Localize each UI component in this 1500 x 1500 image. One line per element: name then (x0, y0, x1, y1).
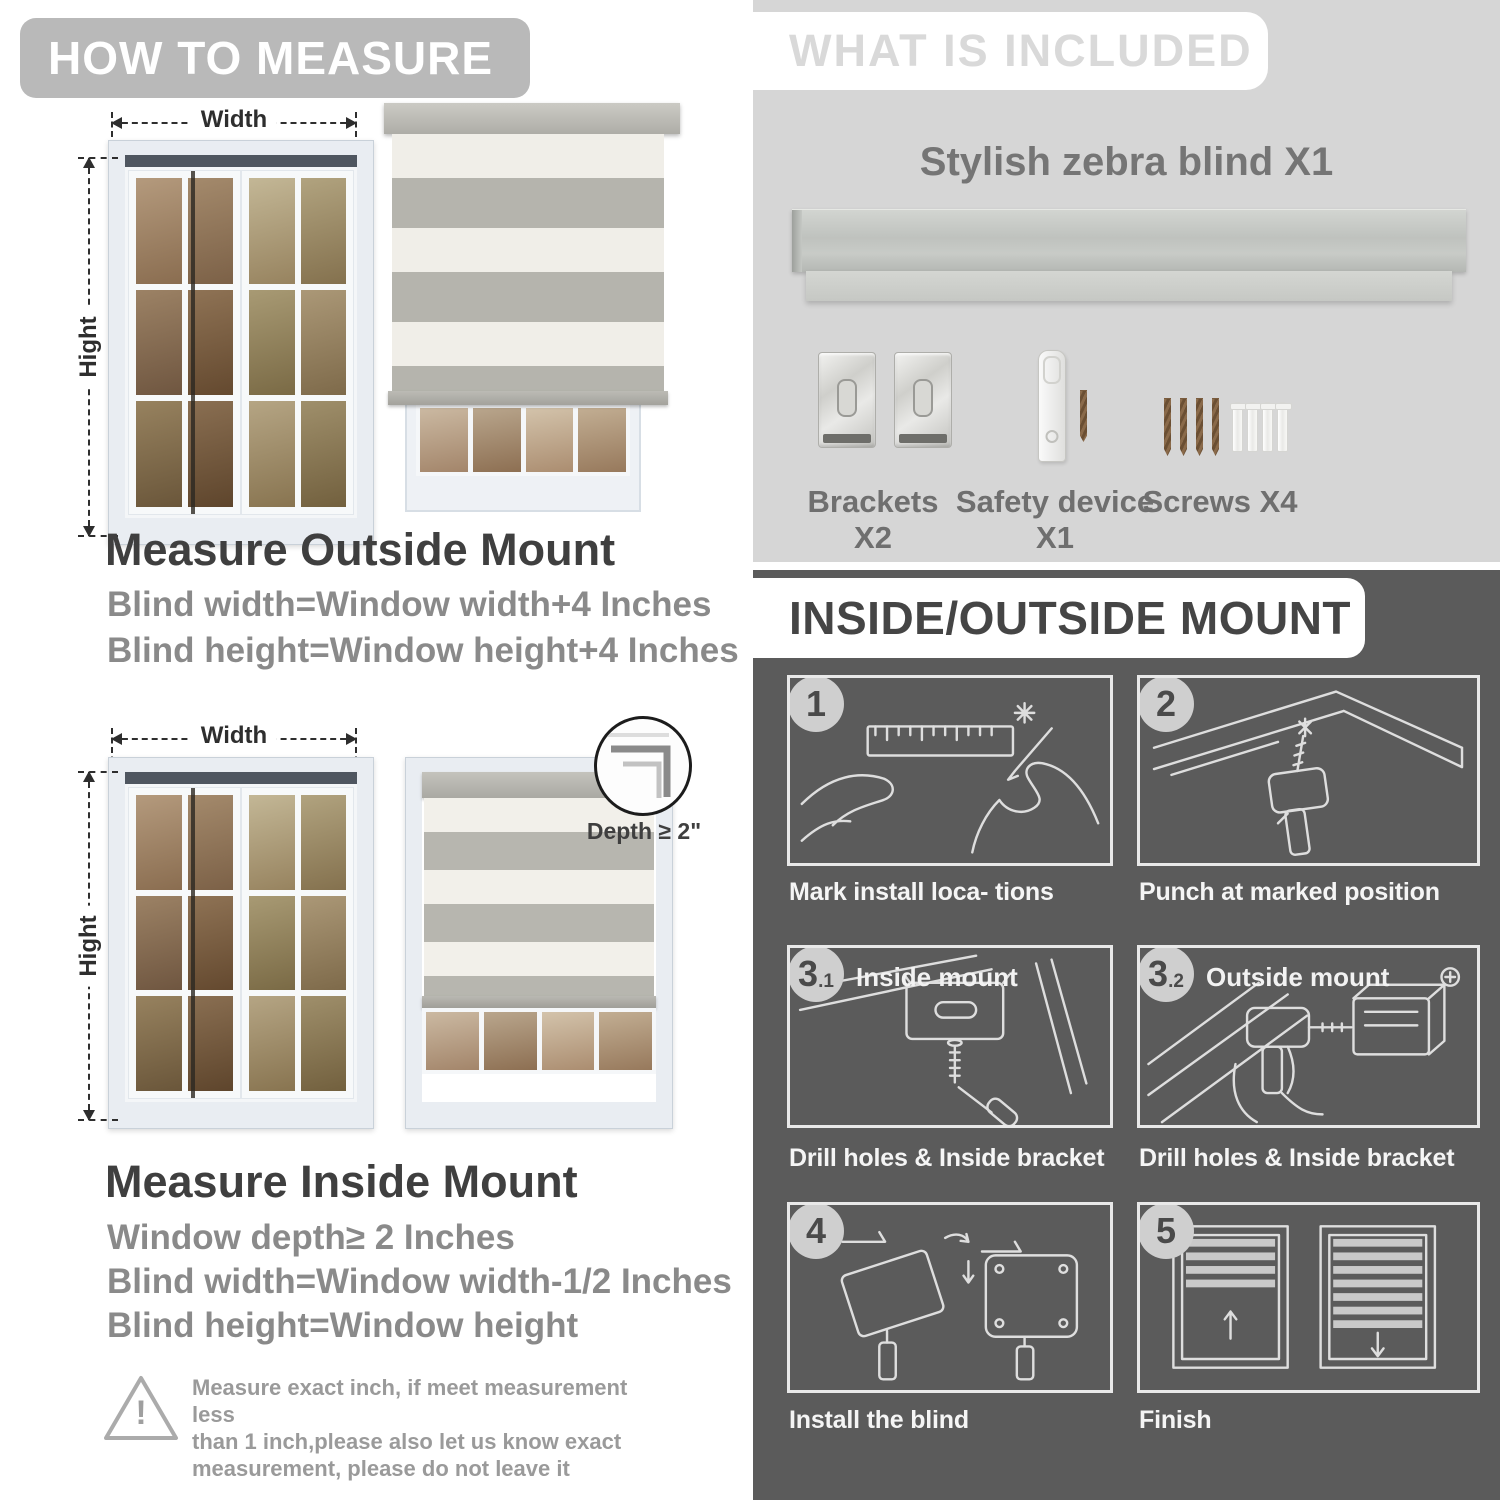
step-number: 3 (798, 953, 819, 994)
step-panel-1 (787, 675, 1113, 866)
window-pane (301, 290, 347, 396)
step-number-badge (1138, 676, 1194, 732)
how-to-measure-header (20, 18, 530, 98)
zebra-blind-outside-preview (384, 103, 680, 512)
warning-line: Measure exact inch, if meet measurement less (192, 1375, 628, 1427)
window-behind-blind (405, 399, 641, 512)
what-is-included-header (753, 12, 1268, 90)
what-is-included-title: WHAT IS INCLUDED (789, 25, 1253, 76)
blind-bottom-rail (422, 996, 656, 1008)
step-panel-2 (1137, 675, 1480, 866)
step-number: 3 (1148, 953, 1169, 994)
step-number: 1 (805, 683, 827, 724)
width-arrow-label: Width (191, 106, 277, 134)
window-pane (136, 996, 182, 1091)
mount-steps-header (753, 578, 1365, 658)
window-pane (542, 1012, 595, 1070)
warning-line: measurement, please do not leave it (192, 1456, 570, 1481)
screw-icon (1080, 390, 1087, 442)
window-pane (578, 408, 626, 472)
step-3-1-label: Inside mount (856, 962, 1018, 992)
step-2-caption: Punch at marked position (1139, 878, 1440, 906)
window-photo-outside (108, 140, 374, 545)
window-pane (426, 1012, 479, 1070)
window-photo-inside (108, 757, 374, 1129)
blind-cassette (384, 103, 680, 134)
window-pane (136, 401, 182, 507)
screw-icon (1180, 398, 1187, 456)
depth-note: Depth ≥ 2" (586, 818, 702, 844)
wall-anchor-icon (1247, 402, 1258, 452)
window-sash-left (128, 787, 241, 1099)
window-pane (136, 795, 182, 890)
window-pane (473, 408, 521, 472)
step-sub-number: .1 (818, 971, 834, 992)
window-sash-right (241, 170, 354, 515)
bracket-icon (894, 352, 952, 448)
outside-mount-title: Measure Outside Mount (105, 524, 616, 575)
window-pane (249, 795, 295, 890)
wall-anchor-icon (1262, 402, 1273, 452)
mount-steps-title: INSIDE/OUTSIDE MOUNT (789, 592, 1352, 644)
window-pane (599, 1012, 652, 1070)
step-number: 4 (805, 1210, 827, 1251)
bracket-icon (818, 352, 876, 448)
step-number: 5 (1155, 1210, 1177, 1251)
outside-mount-rule-height: Blind height=Window height+4 Inches (107, 631, 739, 670)
outside-mount-rule-width: Blind width=Window width+4 Inches (107, 585, 712, 624)
step-number-badge (1138, 1203, 1194, 1259)
screws-label: Screws X4 (1142, 484, 1298, 519)
step-panel-3-1 (787, 945, 1113, 1128)
zebra-blind-bar (792, 209, 1466, 272)
window-opening (125, 155, 357, 518)
step-panel-5 (1137, 1202, 1480, 1393)
zebra-blind-fabric-strip (806, 271, 1452, 301)
zebra-stripes (392, 134, 664, 391)
step-number: 2 (1155, 683, 1177, 724)
window-pane (301, 401, 347, 507)
step-number-badge (788, 676, 844, 732)
window-pane (420, 408, 468, 472)
window-pane (301, 178, 347, 284)
window-pane (484, 1012, 537, 1070)
window-pane (249, 401, 295, 507)
warning-triangle-icon (100, 1372, 182, 1446)
magnifier-icon (594, 716, 692, 816)
warning-exclamation: ! (135, 1394, 147, 1432)
window-pane (136, 178, 182, 284)
brackets-label: Brackets X2 (807, 484, 939, 555)
window-pane (526, 408, 574, 472)
step-number-badge (788, 946, 844, 1002)
how-to-measure-title: HOW TO MEASURE (48, 32, 494, 84)
window-pane (249, 178, 295, 284)
window-pane (136, 896, 182, 991)
lamp-post-reflection (191, 788, 195, 1098)
window-pane (249, 996, 295, 1091)
step-3-2-label: Outside mount (1206, 962, 1390, 992)
window-opening (125, 772, 357, 1102)
screw-icon (1196, 398, 1203, 456)
step-sub-number: .2 (1168, 971, 1184, 992)
window-sash-left (128, 170, 241, 515)
step-number-badge (788, 1203, 844, 1259)
step-panel-4 (787, 1202, 1113, 1393)
height-arrow-label: Hight (75, 905, 103, 986)
screw-icon (1164, 398, 1171, 456)
lamp-post-reflection (191, 171, 195, 514)
window-pane (301, 896, 347, 991)
window-pane (301, 795, 347, 890)
step-4-caption: Install the blind (789, 1406, 969, 1434)
window-pane (249, 896, 295, 991)
screw-icon (1212, 398, 1219, 456)
width-arrow-label: Width (191, 722, 277, 750)
inside-mount-rule-height: Blind height=Window height (107, 1306, 579, 1345)
window-pane (301, 996, 347, 1091)
step-3-2-caption: Drill holes & Inside bracket (1139, 1144, 1455, 1172)
window-sash-right (241, 787, 354, 1099)
safety-device-label: Safety device X1 (955, 484, 1155, 555)
warning-note (192, 1374, 662, 1482)
window-pane (136, 290, 182, 396)
wall-anchor-icon (1232, 402, 1243, 452)
step-3-1-caption: Drill holes & Inside bracket (789, 1144, 1105, 1172)
height-arrow-label: Hight (75, 306, 103, 387)
inside-mount-title: Measure Inside Mount (105, 1156, 578, 1207)
step-panel-3-2 (1137, 945, 1480, 1128)
inside-mount-rule-depth: Window depth≥ 2 Inches (107, 1218, 515, 1257)
wall-anchor-icon (1277, 402, 1288, 452)
inside-mount-rule-width: Blind width=Window width-1/2 Inches (107, 1262, 732, 1301)
safety-device-icon (1038, 350, 1066, 462)
blind-item-label: Stylish zebra blind X1 (919, 140, 1334, 184)
blind-bottom-rail (388, 391, 668, 405)
step-1-caption: Mark install loca- tions (789, 878, 1054, 906)
window-pane (249, 290, 295, 396)
warning-line: than 1 inch,please also let us know exact (192, 1429, 622, 1454)
step-5-caption: Finish (1139, 1406, 1212, 1434)
step-number-badge (1138, 946, 1194, 1002)
